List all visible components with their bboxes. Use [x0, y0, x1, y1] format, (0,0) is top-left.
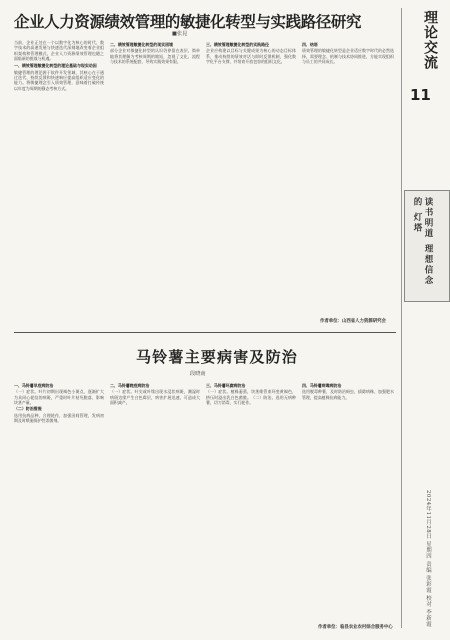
- article2-title: 马铃薯主要病害及防治: [136, 348, 299, 366]
- article2-column-2: [110, 382, 200, 628]
- article2-column-1: [14, 382, 104, 628]
- article1-col3-text: 企业应构建以目标与关键成果为核心的动态目标体系，推动持续的绩效对话与即时反馈机制，强化数字化平台支撑，并培育开放包容的组织文化。: [206, 48, 296, 65]
- article1-column-2: [110, 40, 200, 328]
- article2-col1b-text: 选用抗病品种，合理轮作，加强田间管理，发病初期及时喷施保护性杀菌剂。: [14, 412, 104, 424]
- article2-col3-text: （一）症状。植株萎蔫，块茎维管束环变黄褐色，挤压时溢出乳白色菌脓。（二）防治。选用无病种薯，切刀消毒，实行轮作。: [206, 389, 296, 406]
- article1-col2-text: 部分企业对敏捷化转型的认识仍停留在表层，简单地将其理解为考核周期的缩短，忽视了文化、流程与技术的系统配套，导致实践效果有限。: [110, 48, 200, 65]
- article1-col1b-text: 敏捷管理的理论源于软件开发领域，其核心在于通过迭代、持续反馈和快速响应提高组织适应变化的能力。将敏捷理念引入绩效管理，意味着打破传统以年度为周期的静态考核方式。: [14, 69, 104, 91]
- article1-column-1: [14, 40, 104, 328]
- article2-column-4: [302, 382, 394, 618]
- article2-author-unit: 作者单位：临县农业农村综合服务中心: [318, 625, 393, 630]
- article2-heading-1b: （二）防治措施: [14, 406, 42, 412]
- article2-heading-1: 一、马铃薯早疫病防治: [14, 383, 54, 388]
- article1-col4-text: 绩效管理的敏捷化转型是企业适应数字时代的必然选择，需要理念、机制与技术协同推进，方能实现组织与员工的共同成长。: [302, 48, 394, 65]
- article2-heading-4: 四、马铃薯病毒病防治: [302, 383, 342, 388]
- article1-heading-4: 四、结语: [302, 42, 318, 47]
- article1-col1-text: 当前，企业正处在一个以数字化为核心的时代，数字技术的高速发展与快速迭代深刻地改变着企业组织架构和管理模式，企业人力资源绩效管理也随之面临新的挑战与机遇。: [14, 40, 104, 62]
- article1-heading-3: 三、绩效管理敏捷化转型的实践路径: [206, 42, 269, 47]
- section-name: 理论交流: [422, 10, 438, 70]
- article1-heading-2: 二、绩效管理敏捷化转型的现实困境: [110, 42, 173, 47]
- article2-col4-text: 选用脱毒种薯，及时防治蚜虫，拔除病株，加强肥水管理，提高植株抗病能力。: [302, 389, 394, 400]
- article1-byline: ■张昆: [172, 31, 188, 37]
- article2-col2-text: （一）症状。叶尖或叶缘出现水浸状病斑，潮湿时病斑边缘产生白色霉层，病害扩展迅速，可造成大面积减产。: [110, 389, 200, 406]
- issue-date-editor: 2024年11月28日 星期四 责编 张彩霞 校对 李新霞: [425, 490, 431, 627]
- article1-author-unit: 作者单位：山西省人力资源研究会: [320, 319, 386, 324]
- motto-text: 读书明道 理想信念 的 灯塔: [412, 197, 433, 286]
- motto-box: [404, 190, 450, 302]
- article1-column-3: [206, 40, 296, 328]
- article1-column-4: [302, 40, 394, 310]
- article2-column-3: [206, 382, 296, 628]
- article2-heading-2: 二、马铃薯晚疫病防治: [110, 383, 150, 388]
- article2-col1-text: （一）症状。叶片初期出现褐色小斑点，逐渐扩大为具同心轮纹的病斑，严重时叶片枯死脱落，影响块茎产量。: [14, 389, 104, 406]
- rail-divider: [401, 8, 402, 628]
- article1-heading-1: 一、绩效管理敏捷化转型的理论基础与现实动因: [14, 63, 97, 69]
- section-divider: [14, 332, 396, 333]
- article2-byline: 段晓南: [190, 371, 206, 377]
- article2-heading-3: 三、马铃薯环腐病防治: [206, 383, 246, 388]
- article1-title: 企业人力资源绩效管理的敏捷化转型与实践路径研究: [14, 13, 362, 31]
- page-number: 11: [410, 86, 431, 104]
